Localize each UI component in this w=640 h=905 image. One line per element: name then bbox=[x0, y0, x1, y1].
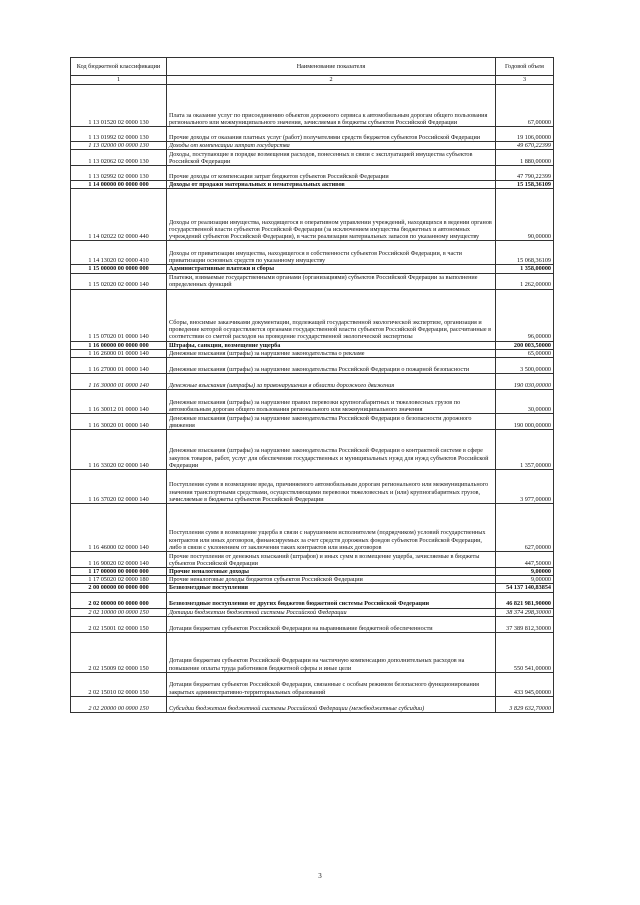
table-header-row bbox=[71, 58, 554, 76]
table-row bbox=[71, 349, 554, 357]
row-amount: 190 000,00000 bbox=[496, 414, 554, 430]
row-name: Административные платежи и сборы bbox=[167, 265, 496, 273]
row-name: Поступления сумм в возмещение вреда, причиняемого автомобильным дорогам регионального или межмуниципального значения транспортными средствами, осуществляющими перевозки тяжеловесных и (или) крупногабаритных грузов, зачисляемые в бюджеты субъектов Российской Федерации bbox=[167, 470, 496, 504]
table-row bbox=[71, 672, 554, 696]
row-name: Прочие неналоговые доходы bbox=[167, 568, 496, 576]
row-name: Доходы от реализации имущества, находящегося в оперативном управлении учреждений, находящихся в ведении органов государственной власти субъектов Российской Федерации (за исключением имущества бюджетных и автономных учреждений субъектов Российской Федерации), в части реализации материальных запасов по указанному имуществу bbox=[167, 189, 496, 241]
row-name: Денежные взыскания (штрафы) за правонарушения в области дорожного движения bbox=[167, 374, 496, 390]
table-row bbox=[71, 85, 554, 127]
row-code: 1 16 27000 01 0000 140 bbox=[71, 358, 167, 374]
row-amount: 37 389 812,30000 bbox=[496, 616, 554, 632]
table-row bbox=[71, 181, 554, 189]
row-amount: 433 945,00000 bbox=[496, 672, 554, 696]
row-code: 1 16 26000 01 0000 140 bbox=[71, 349, 167, 357]
column-number-2: 2 bbox=[167, 76, 496, 85]
table-row bbox=[71, 576, 554, 584]
table-row bbox=[71, 358, 554, 374]
row-code: 1 17 00000 00 0000 000 bbox=[71, 568, 167, 576]
row-code: 2 02 15001 02 0000 150 bbox=[71, 616, 167, 632]
table-row bbox=[71, 504, 554, 552]
row-code: 1 16 30012 01 0000 140 bbox=[71, 390, 167, 414]
row-amount: 15 158,36109 bbox=[496, 181, 554, 189]
row-name: Доходы, поступающие в порядке возмещения расходов, понесенных в связи с эксплуатацией имущества субъектов Российской Федерации bbox=[167, 150, 496, 166]
row-code: 1 16 37020 02 0000 140 bbox=[71, 470, 167, 504]
row-code: 1 17 05020 02 0000 180 bbox=[71, 576, 167, 584]
row-code: 1 16 46000 02 0000 140 bbox=[71, 504, 167, 552]
row-amount: 1 357,00000 bbox=[496, 430, 554, 470]
row-name: Доходы от продажи материальных и нематериальных активов bbox=[167, 181, 496, 189]
row-code: 1 13 01520 02 0000 130 bbox=[71, 85, 167, 127]
row-code: 1 16 33020 02 0000 140 bbox=[71, 430, 167, 470]
row-amount: 9,00000 bbox=[496, 568, 554, 576]
row-amount: 627,00000 bbox=[496, 504, 554, 552]
row-amount: 447,50000 bbox=[496, 552, 554, 568]
row-code: 1 16 30000 01 0000 140 bbox=[71, 374, 167, 390]
table-row bbox=[71, 289, 554, 341]
table-row bbox=[71, 470, 554, 504]
row-amount: 190 030,00000 bbox=[496, 374, 554, 390]
table-row bbox=[71, 374, 554, 390]
row-amount: 54 137 140,83854 bbox=[496, 584, 554, 592]
row-code: 1 14 02022 02 0000 440 bbox=[71, 189, 167, 241]
row-name: Дотации бюджетам бюджетной системы Российской Федерации bbox=[167, 608, 496, 616]
row-amount: 65,00000 bbox=[496, 349, 554, 357]
row-amount: 1 358,00000 bbox=[496, 265, 554, 273]
table-row bbox=[71, 241, 554, 265]
table-row bbox=[71, 584, 554, 592]
row-name: Платежи, взимаемые государственными органами (организациями) субъектов Российской Федерации за выполнение определенных функций bbox=[167, 273, 496, 289]
budget-table-page bbox=[70, 57, 553, 713]
row-code: 2 02 15010 02 0000 150 bbox=[71, 672, 167, 696]
header-code: Код бюджетной классификации bbox=[71, 58, 167, 76]
table-row bbox=[71, 696, 554, 712]
row-amount: 3 829 632,70000 bbox=[496, 696, 554, 712]
table-row bbox=[71, 390, 554, 414]
row-name: Денежные взыскания (штрафы) за нарушение законодательства Российской Федерации о безопасности дорожного движения bbox=[167, 414, 496, 430]
table-row bbox=[71, 608, 554, 616]
row-code: 2 00 00000 00 0000 000 bbox=[71, 584, 167, 592]
row-name: Безвозмездные поступления bbox=[167, 584, 496, 592]
row-code: 1 13 02062 02 0000 130 bbox=[71, 150, 167, 166]
row-amount: 1 262,00000 bbox=[496, 273, 554, 289]
row-code: 2 02 10000 00 0000 150 bbox=[71, 608, 167, 616]
row-name: Денежные взыскания (штрафы) за нарушение законодательства о рекламе bbox=[167, 349, 496, 357]
header-amount: Годовой объем bbox=[496, 58, 554, 76]
row-code: 1 16 90020 02 0000 140 bbox=[71, 552, 167, 568]
table-row bbox=[71, 150, 554, 166]
row-code: 1 16 30020 01 0000 140 bbox=[71, 414, 167, 430]
row-amount: 3 977,00000 bbox=[496, 470, 554, 504]
row-name: Дотации бюджетам субъектов Российской Федерации на частичную компенсацию дополнительных расходов на повышение оплаты труда работников бюджетной сферы и иные цели bbox=[167, 632, 496, 672]
row-code: 1 14 00000 00 0000 000 bbox=[71, 181, 167, 189]
row-amount: 550 541,00000 bbox=[496, 632, 554, 672]
row-name: Прочие доходы от компенсации затрат бюджетов субъектов Российской Федерации bbox=[167, 166, 496, 181]
row-name: Денежные взыскания (штрафы) за нарушение законодательства Российской Федерации о контрактной системе в сфере закупок товаров, работ, услуг для обеспечения государственных и муниципальных нужд для нужд субъектов Российской Федерации bbox=[167, 430, 496, 470]
table-row bbox=[71, 273, 554, 289]
row-amount: 49 670,22399 bbox=[496, 142, 554, 150]
row-name: Дотации бюджетам субъектов Российской Федерации на выравнивание бюджетной обеспеченности bbox=[167, 616, 496, 632]
row-amount: 9,00000 bbox=[496, 576, 554, 584]
row-name: Доходы от приватизации имущества, находящегося в собственности субъектов Российской Федерации, в части приватизации основных средств по указанному имуществу bbox=[167, 241, 496, 265]
row-amount: 200 003,50000 bbox=[496, 341, 554, 349]
row-code: 2 02 15009 02 0000 150 bbox=[71, 632, 167, 672]
row-name: Штрафы, санкции, возмещение ущерба bbox=[167, 341, 496, 349]
row-code: 1 13 02992 02 0000 130 bbox=[71, 166, 167, 181]
column-number-1: 1 bbox=[71, 76, 167, 85]
row-amount: 38 374 298,30000 bbox=[496, 608, 554, 616]
table-row bbox=[71, 414, 554, 430]
row-amount: 30,00000 bbox=[496, 390, 554, 414]
header-name: Наименование показателя bbox=[167, 58, 496, 76]
table-row bbox=[71, 592, 554, 608]
row-amount: 90,00000 bbox=[496, 189, 554, 241]
table-row bbox=[71, 552, 554, 568]
table-row bbox=[71, 265, 554, 273]
row-name: Прочие доходы от оказания платных услуг (работ) получателями средств бюджетов субъектов Российской Федерации bbox=[167, 127, 496, 142]
row-name: Денежные взыскания (штрафы) за нарушение законодательства Российской Федерации о пожарной безопасности bbox=[167, 358, 496, 374]
table-row bbox=[71, 616, 554, 632]
row-code: 2 02 00000 00 0000 000 bbox=[71, 592, 167, 608]
column-number-row bbox=[71, 76, 554, 85]
table-row bbox=[71, 142, 554, 150]
table-row bbox=[71, 189, 554, 241]
table-row bbox=[71, 341, 554, 349]
table-row bbox=[71, 632, 554, 672]
row-code: 1 14 13020 02 0000 410 bbox=[71, 241, 167, 265]
row-amount: 15 068,36109 bbox=[496, 241, 554, 265]
table-row bbox=[71, 568, 554, 576]
row-amount: 47 790,22399 bbox=[496, 166, 554, 181]
column-number-3: 3 bbox=[496, 76, 554, 85]
row-name: Сборы, вносимые заказчиками документации, подлежащей государственной экологической экспертизе, организация и проведение которой осуществляется органами государственной власти субъектов Российской Федерации, рассчитанные в соответствии со сметой расходов на проведение государственной экологической экспертизы bbox=[167, 289, 496, 341]
row-name: Денежные взыскания (штрафы) за нарушение правил перевозки крупногабаритных и тяжеловесных грузов по автомобильным дорогам общего пользования регионального или межмуниципального значения bbox=[167, 390, 496, 414]
page-number: 3 bbox=[318, 872, 322, 880]
budget-revenue-table bbox=[70, 57, 554, 713]
row-name: Поступления сумм в возмещение ущерба в связи с нарушением исполнителем (подрядчиком) условий государственных контрактов или иных договоров, финансируемых за счет средств дорожных фондов субъектов Российской Федерации, либо в связи с уклонением от заключения таких контрактов или иных договоров bbox=[167, 504, 496, 552]
row-code: 1 15 07020 01 0000 140 bbox=[71, 289, 167, 341]
row-code: 2 02 20000 00 0000 150 bbox=[71, 696, 167, 712]
row-name: Дотации бюджетам субъектов Российской Федерации, связанные с особым режимом безопасного функционирования закрытых административно-территориальных образований bbox=[167, 672, 496, 696]
row-amount: 3 500,00000 bbox=[496, 358, 554, 374]
row-code: 1 13 02000 00 0000 130 bbox=[71, 142, 167, 150]
row-amount: 1 880,00000 bbox=[496, 150, 554, 166]
row-name: Доходы от компенсации затрат государства bbox=[167, 142, 496, 150]
row-code: 1 13 01992 02 0000 130 bbox=[71, 127, 167, 142]
table-row bbox=[71, 127, 554, 142]
row-amount: 46 821 981,90000 bbox=[496, 592, 554, 608]
row-amount: 19 106,00000 bbox=[496, 127, 554, 142]
row-name: Субсидии бюджетам бюджетной системы Российской Федерации (межбюджетные субсидии) bbox=[167, 696, 496, 712]
row-code: 1 16 00000 00 0000 000 bbox=[71, 341, 167, 349]
row-amount: 67,00000 bbox=[496, 85, 554, 127]
table-row bbox=[71, 166, 554, 181]
row-code: 1 15 00000 00 0000 000 bbox=[71, 265, 167, 273]
table-row bbox=[71, 430, 554, 470]
row-name: Прочие поступления от денежных взысканий (штрафов) и иных сумм в возмещение ущерба, зачисляемые в бюджеты субъектов Российской Федерации bbox=[167, 552, 496, 568]
row-name: Безвозмездные поступления от других бюджетов бюджетной системы Российской Федерации bbox=[167, 592, 496, 608]
row-name: Плата за оказание услуг по присоединению объектов дорожного сервиса к автомобильным дорогам общего пользования регионального или межмуниципального значения, зачисляемая в бюджеты субъектов Российской Федерации bbox=[167, 85, 496, 127]
row-code: 1 15 02020 02 0000 140 bbox=[71, 273, 167, 289]
row-amount: 96,00000 bbox=[496, 289, 554, 341]
table-body bbox=[71, 85, 554, 713]
row-name: Прочие неналоговые доходы бюджетов субъектов Российской Федерации bbox=[167, 576, 496, 584]
